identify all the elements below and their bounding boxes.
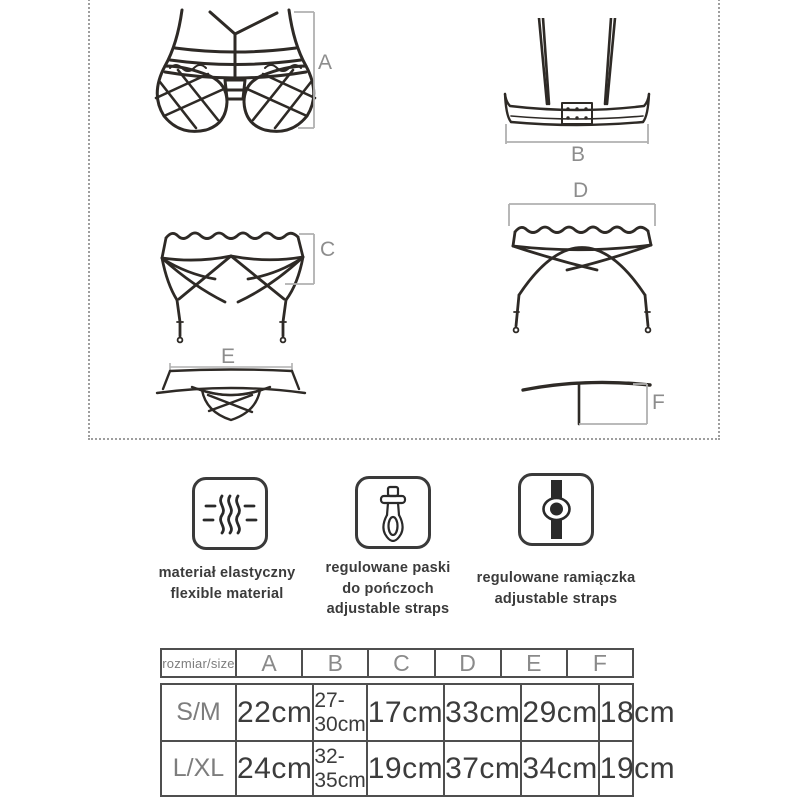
caption-line: regulowane ramiączka (476, 570, 636, 586)
garter-back-drawing (507, 200, 657, 346)
table-row (162, 685, 676, 740)
panties-front-drawing (152, 362, 310, 428)
table-cell-value: 32-35cm (314, 742, 367, 795)
caption-line: materiał elastyczny (158, 565, 296, 581)
strap-adjuster-glyph (524, 480, 588, 539)
measure-label-e: E (221, 345, 237, 368)
table-col-header-d: D (436, 650, 502, 676)
table-cell-value: 27-30cm (314, 685, 367, 740)
row-size-label: S/M (162, 685, 237, 740)
bra-band-diagram (502, 18, 652, 150)
table-col-header-e: E (502, 650, 568, 676)
garter-back-diagram (507, 200, 657, 346)
garter-clip-glyph (363, 484, 423, 542)
table-col-header-b: B (303, 650, 369, 676)
table-cell-value: 33cm (445, 685, 522, 740)
elastic-material-icon (192, 477, 268, 550)
table-cell-value: 19cm (368, 742, 445, 795)
table-col-header-c: C (369, 650, 435, 676)
size-table-body (160, 683, 676, 797)
table-cell-value: 24cm (237, 742, 314, 795)
bra-front-diagram (148, 6, 323, 138)
measure-label-b: B (571, 143, 587, 166)
hook-closure-dots (566, 107, 587, 119)
caption-line: regulowane paski (325, 560, 451, 576)
garter-front-diagram (157, 226, 317, 351)
table-cell-value: 34cm (522, 742, 599, 795)
caption-line: adjustable straps (326, 601, 450, 618)
caption-line: adjustable straps (494, 590, 618, 607)
garter-straps-caption (303, 558, 473, 620)
caption-line: do pończoch (342, 580, 434, 597)
table-col-header-f: F (592, 649, 607, 676)
garter-clip-icon (355, 476, 431, 549)
measure-label-d: D (573, 179, 590, 202)
table-cell-value: 37cm (445, 742, 522, 795)
bra-front-drawing (148, 6, 323, 138)
strap-adjuster-icon (518, 473, 594, 546)
table-cell-value: 18cm (599, 695, 676, 729)
measure-bracket-f (579, 384, 647, 424)
row-size-label: L/XL (162, 742, 237, 795)
table-cell-value: 17cm (368, 685, 445, 740)
measure-label-f: F (652, 391, 666, 414)
garter-front-drawing (157, 226, 317, 351)
table-cell-value: 19cm (599, 751, 676, 785)
measure-label-c: C (320, 238, 337, 261)
panties-front-diagram (152, 362, 310, 428)
table-cell-value: 29cm (522, 685, 599, 740)
bra-band-drawing (502, 18, 652, 150)
measurement-diagram-box (88, 0, 720, 440)
table-cell-value: 22cm (237, 685, 314, 740)
measure-label-a: A (318, 51, 334, 74)
elastic-material-caption (137, 563, 317, 604)
table-header-size: rozmiar/size (162, 650, 237, 676)
caption-line: flexible material (170, 585, 284, 602)
measure-bracket-d (509, 204, 655, 226)
size-table (160, 648, 676, 797)
elastic-wave-glyph (199, 486, 261, 542)
measure-bracket-b (506, 124, 648, 144)
table-col-header-a: A (237, 650, 303, 676)
shoulder-straps-caption (461, 568, 651, 609)
size-table-header (160, 648, 634, 678)
table-row (162, 740, 676, 795)
